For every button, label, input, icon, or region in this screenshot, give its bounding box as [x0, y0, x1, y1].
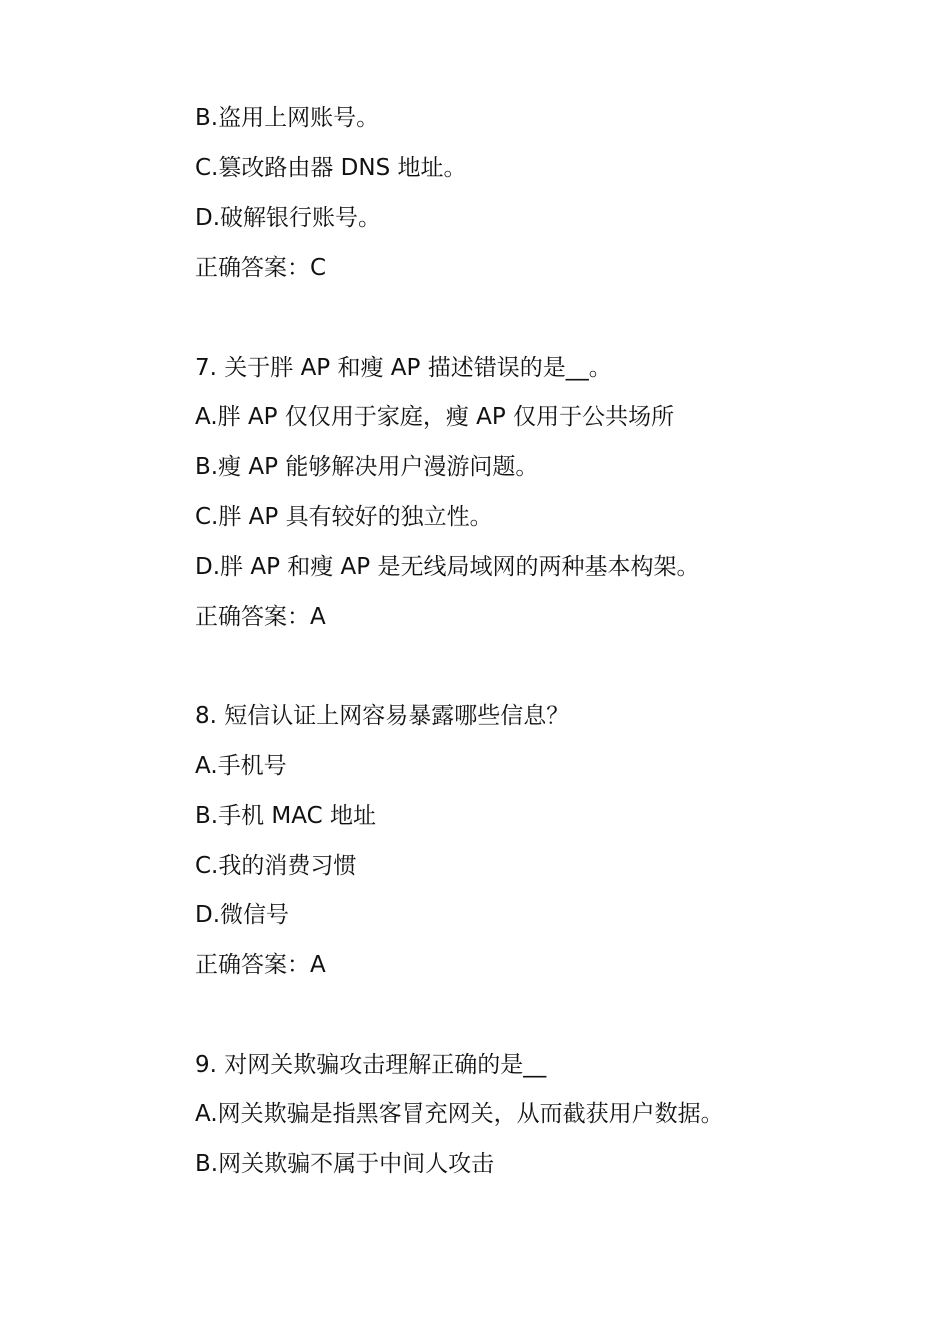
question-7-stem: 7. 关于胖 AP 和瘦 AP 描述错误的是__。	[195, 355, 612, 381]
option-d: D.破解银行账号。	[195, 205, 382, 231]
question-8-option-a: A.手机号	[195, 753, 287, 779]
question-8-option-d: D.微信号	[195, 902, 290, 928]
question-7-option-c: C.胖 AP 具有较好的独立性。	[195, 504, 493, 530]
answer-line: 正确答案：C	[195, 255, 327, 281]
option-c: C.篡改路由器 DNS 地址。	[195, 155, 467, 181]
question-7-option-d: D.胖 AP 和瘦 AP 是无线局域网的两种基本构架。	[195, 554, 700, 580]
question-7-option-a: A.胖 AP 仅仅用于家庭，瘦 AP 仅用于公共场所	[195, 404, 675, 430]
question-9-option-a: A.网关欺骗是指黑客冒充网关，从而截获用户数据。	[195, 1101, 724, 1127]
option-b: B.盗用上网账号。	[195, 105, 380, 131]
question-9-option-b: B.网关欺骗不属于中间人攻击	[195, 1151, 495, 1177]
question-8-answer: 正确答案：A	[195, 952, 326, 978]
question-8-stem: 8. 短信认证上网容易暴露哪些信息？	[195, 703, 570, 729]
question-7-option-b: B.瘦 AP 能够解决用户漫游问题。	[195, 454, 539, 480]
question-7-answer: 正确答案：A	[195, 604, 326, 630]
question-8-option-c: C.我的消费习惯	[195, 853, 357, 879]
question-8-option-b: B.手机 MAC 地址	[195, 803, 376, 829]
question-9-stem: 9. 对网关欺骗攻击理解正确的是__	[195, 1052, 547, 1078]
